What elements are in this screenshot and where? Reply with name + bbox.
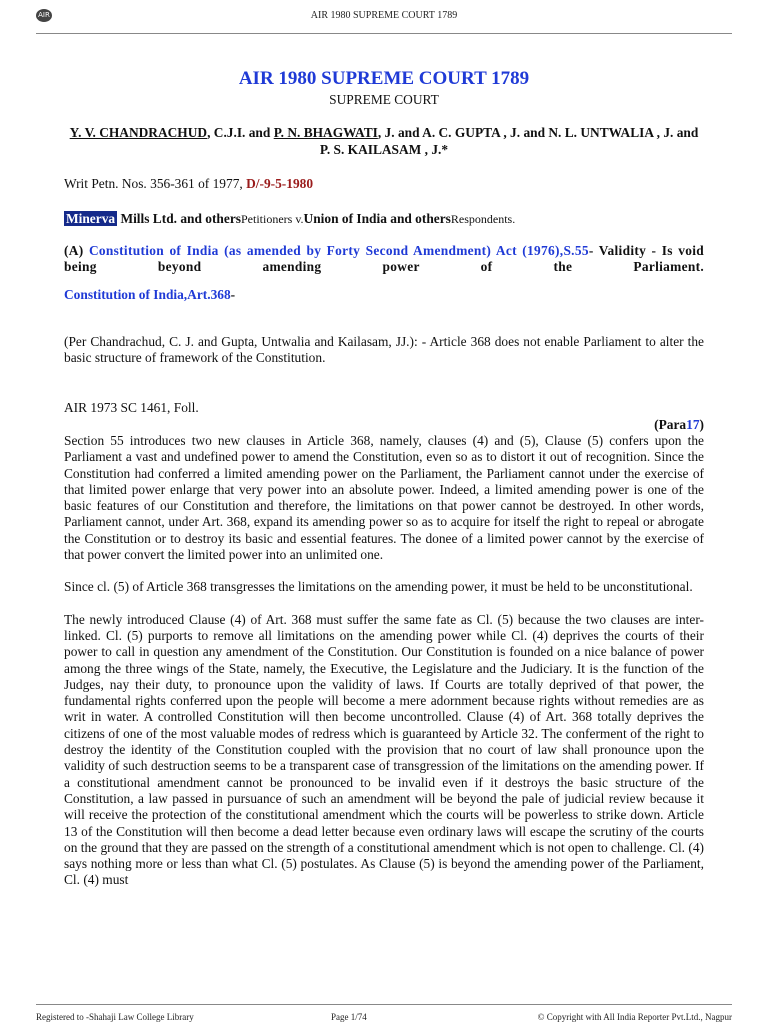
para-ref-open: (Para: [654, 416, 687, 432]
respondent-role: Respondents.: [450, 211, 516, 226]
petitioner-name: Mills Ltd. and others: [117, 210, 241, 226]
document-title: AIR 1980 SUPREME COURT 1789: [238, 68, 530, 89]
headnote-a: [64, 243, 704, 276]
judges-line: [64, 124, 704, 158]
para-reference: [64, 417, 704, 433]
footer-copyright: © Copyright with All India Reporter Pvt.Ltd., Nagpur: [537, 1012, 732, 1022]
judge-bhagwati-link[interactable]: P. N. BHAGWATI: [273, 125, 378, 141]
footer-registered: Registered to -Shahaji Law College Library: [36, 1012, 194, 1022]
petitioner-highlight: Minerva: [66, 210, 116, 226]
writ-numbers: Writ Petn. Nos. 356-361 of 1977,: [64, 176, 247, 192]
footer-page-number: Page 1/74: [331, 1012, 367, 1022]
court-name: SUPREME COURT: [329, 92, 439, 107]
body-paragraph: Since cl. (5) of Article 368 transgresses the limitations on the amending power, it must be held to be unconstitutional.: [64, 579, 693, 595]
article-reference: [64, 287, 704, 303]
header-title: AIR 1980 SUPREME COURT 1789: [310, 10, 458, 21]
per-curiam-paragraph: (Per Chandrachud, C. J. and Gupta, Untwalia and Kailasam, JJ.): - Article 368 does not enable Parliament to alter the basic structure of framework of the Constitution.: [64, 333, 704, 366]
writ-petition-line: [64, 176, 704, 192]
para-ref-close: ): [699, 416, 704, 432]
body-paragraph: Section 55 introduces two new clauses in Article 368, namely, clauses (4) and (5), Clause (5) confers upon the Parliament a vast and undefined power to amend the Constitution, even so as to distort it out of recognition. Since the Constitution had conferred a limited amending power on the Parliament, the Parliament cannot under the exercise of that limited power enlarge that very power into an absolute power. Indeed, a limited amending power is one of the basic features of our Constitution and therefore, the limitations on that power cannot be destroyed. In other words, Parliament cannot, under Art. 368, expand its amending power so as to acquire for itself the right to repeal or abrogate the Constitution or to destroy its basic and essential features. The donee of a limited power cannot by the exercise of that power convert the limited power into an unlimited one.: [64, 432, 704, 563]
footer-divider: [36, 1004, 732, 1005]
body-paragraph: The newly introduced Clause (4) of Art. 368 must suffer the same fate as Cl. (5) because the two clauses are inter-linked. Cl. (5) purports to remove all limitations on the amending power while Cl. (4) deprives the courts of their power to call in question any amendment of the Constitution. Our Constitution is founded on a nice balance of power among the three wings of the State, namely, the Executive, the Legislature and the Judiciary. It is the function of the Judges, nay their duty, to pronounce upon the validity of laws. If Courts are totally deprived of that power, the fundamental rights conferred upon the people will become a mere adornment because rights without remedies are as writ in water. A controlled Constitution will then become uncontrolled. Clause (4) of Art. 368 totally deprives the citizens of one of the most valuable modes of redress which is guaranteed by Article 32. The conferment of the right to destroy the identity of the Constitution coupled with the provision that no court of law shall pronounce upon the validity of such destruction seems to be a transparent case of transgression of the limitations on the amending power. If a constitutional amendment cannot be pronounced to be invalid even if it destroys the basic structure of the Constitution, a law passed in pursuance of such an amendment will be beyond the pale of judicial review because it will receive the protection of the constitutional amendment which the courts will be powerless to strike down. Article 13 of the Constitution will then become a dead letter because even ordinary laws will escape the scrutiny of the courts on the ground that they are passed on the strength of a constitutional amendment which is not open to challenge. Cl. (4) says nothing more or less than what Cl. (5) postulates. As Clause (5) is beyond the amending power of the Parliament, Cl. (4) must: [64, 611, 704, 888]
court-seal-icon: AIR: [36, 9, 52, 22]
article-suffix: -: [230, 287, 236, 303]
para-17-link[interactable]: 17: [686, 416, 700, 432]
petitioner-role: Petitioners v.: [240, 211, 304, 226]
statute-link[interactable]: Constitution of India (as amended by Forty Second Amendment) Act (1976),S.55: [88, 242, 589, 258]
article-368-link[interactable]: Constitution of India,Art.368: [64, 287, 231, 303]
header-divider: [36, 33, 732, 34]
document-body: [64, 68, 704, 889]
headnote-text: - Validity - Is void being beyond amending power of the Parliament.: [64, 242, 704, 275]
judge-separator: , C.J.I. and: [207, 125, 274, 141]
decision-date: D/-9-5-1980: [246, 176, 314, 192]
headnote-label: (A): [64, 242, 89, 258]
judge-chandrachud-link[interactable]: Y. V. CHANDRACHUD: [69, 125, 208, 141]
citation-line: AIR 1973 SC 1461, Foll.: [64, 400, 199, 416]
parties-line: [64, 211, 704, 227]
judges-remainder: , J. and A. C. GUPTA , J. and N. L. UNTWALIA , J. and P. S. KAILASAM , J.*: [319, 125, 699, 158]
page-header: [0, 0, 768, 34]
respondent-name: Union of India and others: [303, 210, 451, 226]
